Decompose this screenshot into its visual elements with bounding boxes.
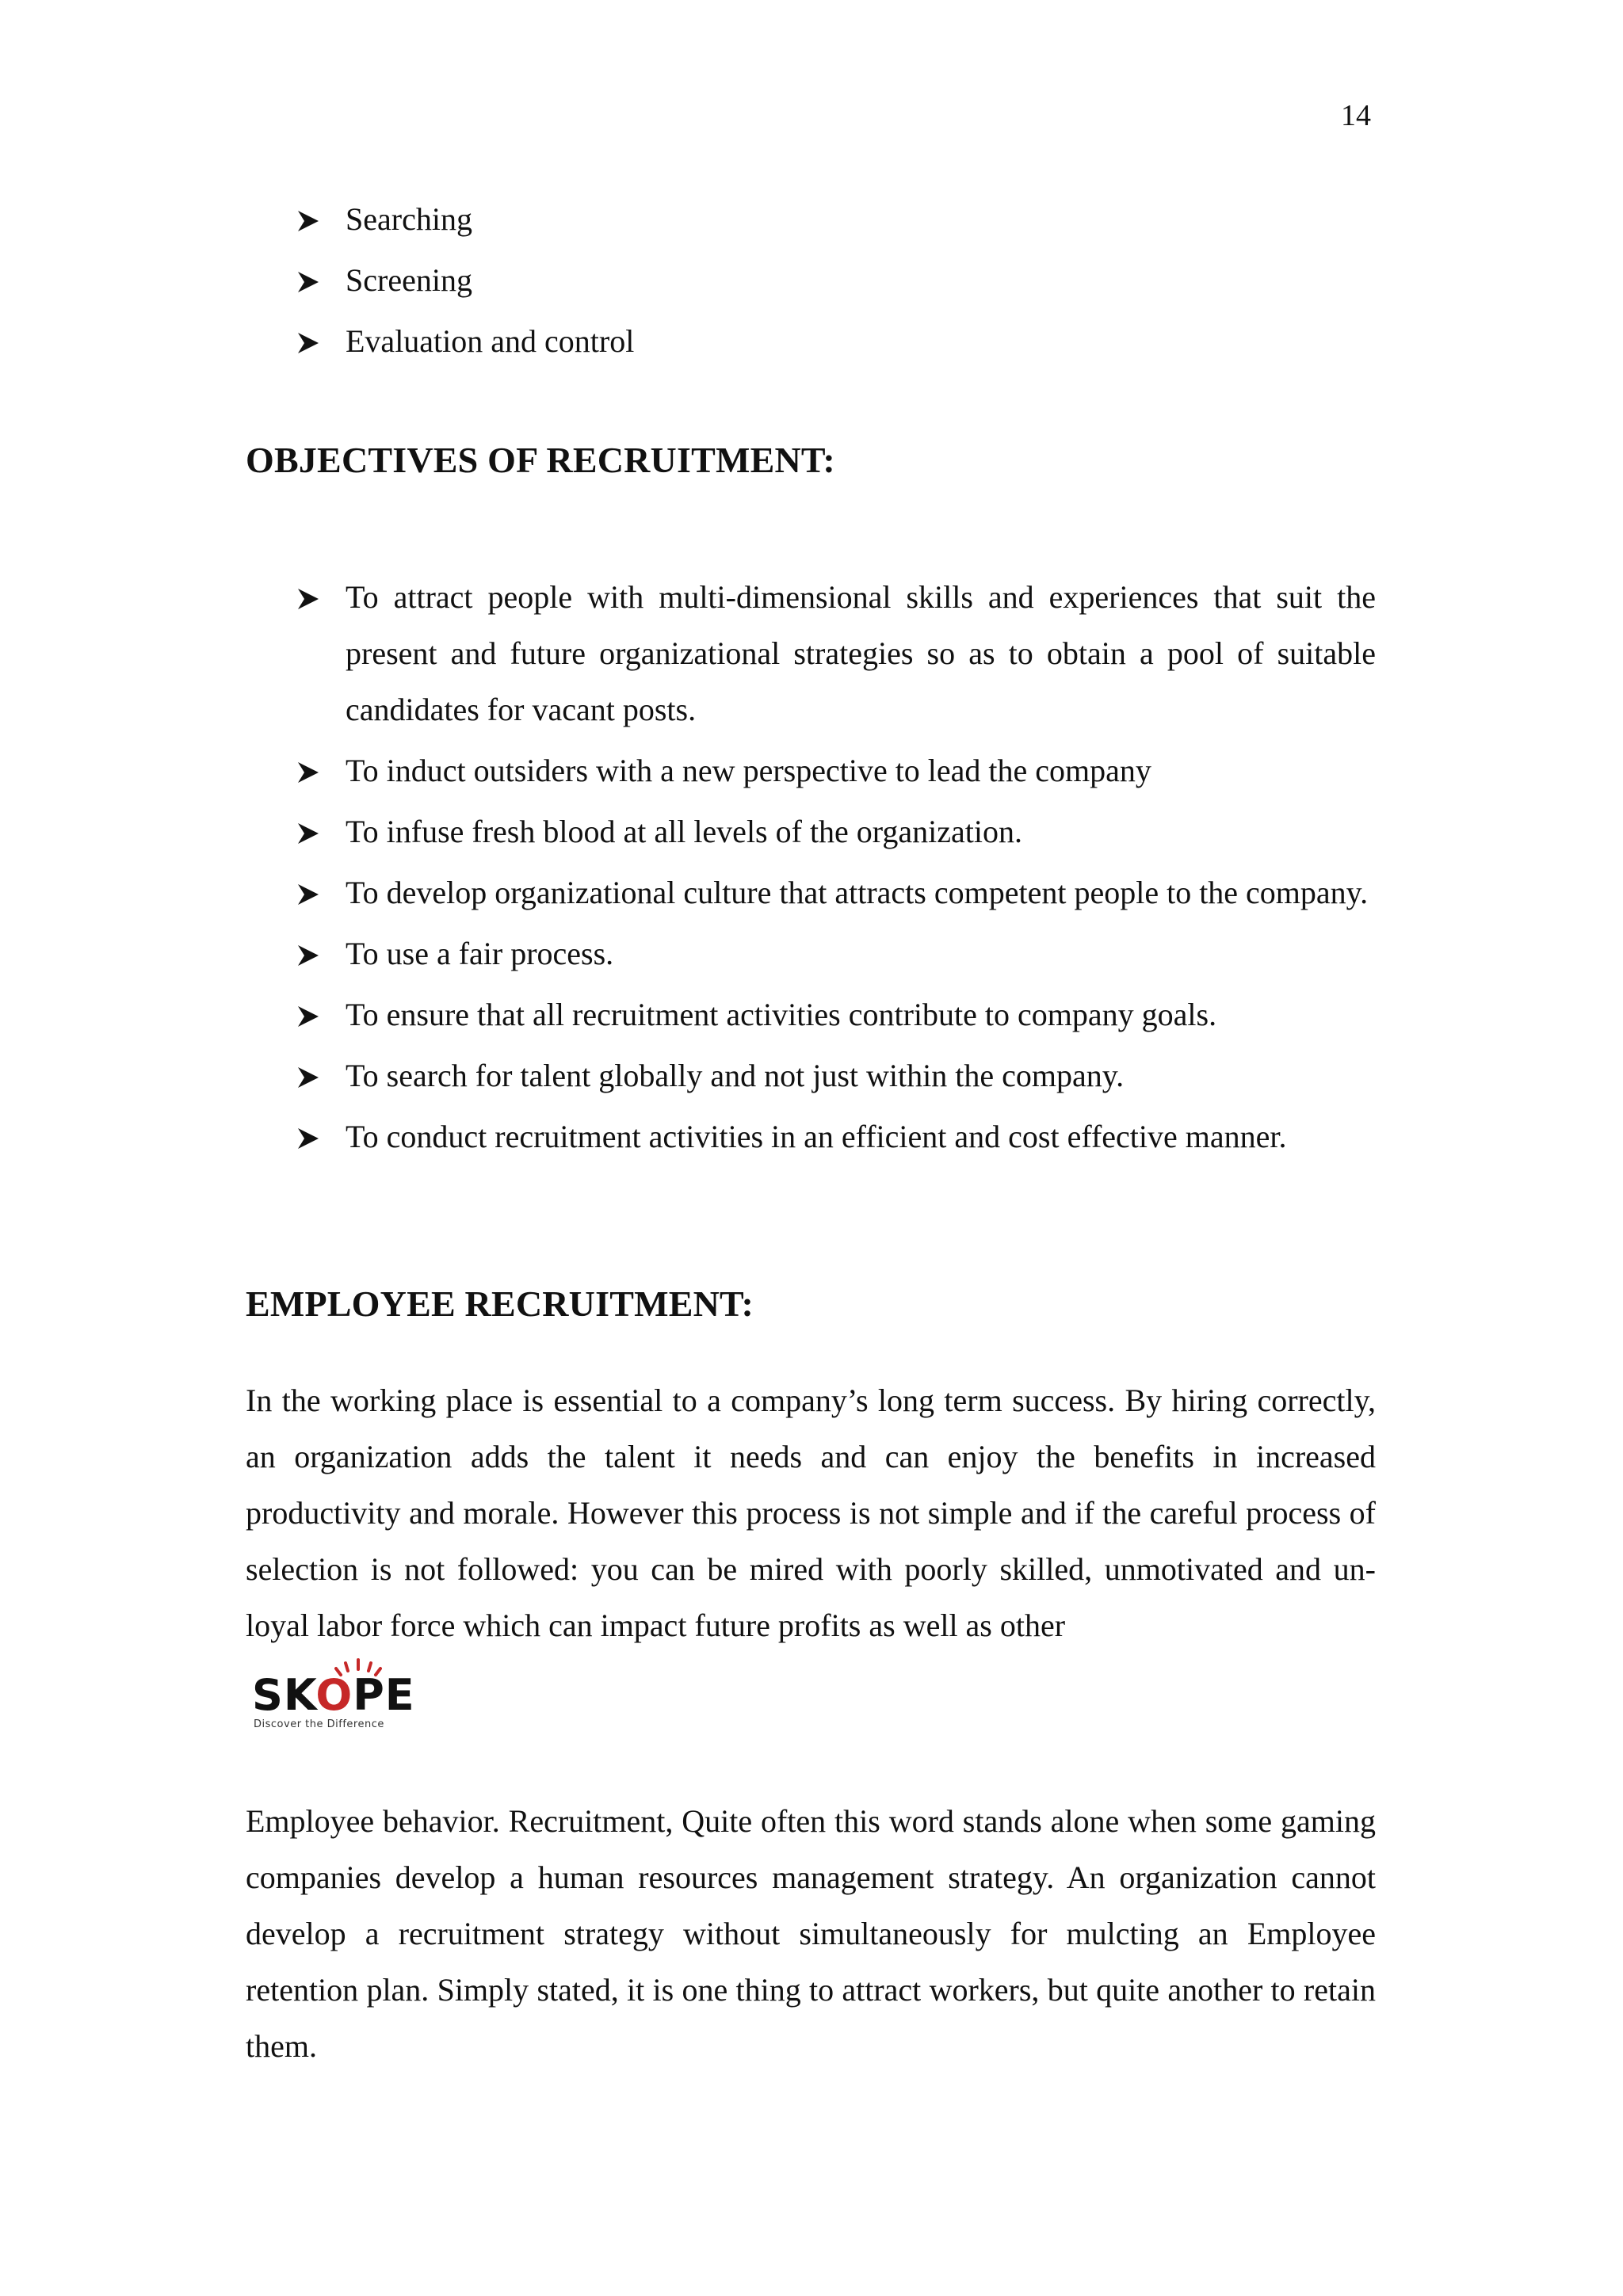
list-item bbox=[296, 259, 1374, 302]
objectives-list bbox=[296, 569, 1376, 1169]
list-item bbox=[296, 742, 1376, 799]
list-item-text: Evaluation and control bbox=[346, 323, 635, 359]
logo-text-end: PE bbox=[353, 1670, 415, 1720]
list-item-text: Searching bbox=[346, 201, 472, 237]
list-item bbox=[296, 198, 1374, 241]
arrowhead-bullet-icon bbox=[296, 940, 322, 971]
skope-logo bbox=[252, 1657, 450, 1729]
page-number: 14 bbox=[1341, 99, 1371, 132]
arrowhead-bullet-icon bbox=[296, 1123, 322, 1154]
arrowhead-bullet-icon bbox=[296, 327, 322, 359]
list-item bbox=[296, 1108, 1376, 1165]
list-item-text: To develop organizational culture that attracts competent people to the company. bbox=[346, 875, 1369, 910]
list-item-text: To search for talent globally and not just within the company. bbox=[346, 1058, 1125, 1093]
list-item bbox=[296, 925, 1376, 982]
process-steps-list bbox=[296, 198, 1374, 381]
logo-tagline: Discover the Difference bbox=[254, 1718, 384, 1730]
list-item-text: To use a fair process. bbox=[346, 936, 614, 971]
arrowhead-bullet-icon bbox=[296, 879, 322, 910]
list-item-text: To conduct recruitment activities in an efficient and cost effective manner. bbox=[346, 1119, 1287, 1154]
list-item bbox=[296, 864, 1376, 921]
logo-text-start: SK bbox=[252, 1670, 316, 1720]
arrowhead-bullet-icon bbox=[296, 757, 322, 788]
list-item-text: Screening bbox=[346, 262, 472, 298]
list-item-text: To infuse fresh blood at all levels of the organization. bbox=[346, 814, 1023, 849]
list-item bbox=[296, 1047, 1376, 1104]
list-item-text: To ensure that all recruitment activities contribute to company goals. bbox=[346, 997, 1217, 1032]
arrowhead-bullet-icon bbox=[296, 1001, 322, 1032]
list-item bbox=[296, 320, 1374, 363]
arrowhead-bullet-icon bbox=[296, 266, 322, 298]
arrowhead-bullet-icon bbox=[296, 205, 322, 237]
arrowhead-bullet-icon bbox=[296, 1062, 322, 1093]
list-item bbox=[296, 569, 1376, 738]
logo-text-o: O bbox=[315, 1670, 353, 1720]
list-item-text: To attract people with multi-dimensional skills and experiences that suit the present and future organizational strategies so as to obtain a pool of suitable candidates for vacant posts. bbox=[346, 579, 1376, 727]
arrowhead-bullet-icon bbox=[296, 818, 322, 849]
list-item bbox=[296, 803, 1376, 860]
body-paragraph: In the working place is essential to a company’s long term success. By hiring correctly, an organization adds the talent it needs and can enjoy the benefits in increased productivity and morale. However this process is not simple and if the careful process of selection is not followed: you can be mired with poorly skilled, unmotivated and un-loyal labor force which can impact future profits as well as other bbox=[246, 1383, 1376, 1643]
section-heading-employee-recruitment: EMPLOYEE RECRUITMENT: bbox=[246, 1283, 754, 1324]
list-item bbox=[296, 986, 1376, 1043]
list-item-text: To induct outsiders with a new perspective to lead the company bbox=[346, 753, 1151, 788]
arrowhead-bullet-icon bbox=[296, 583, 322, 615]
section-heading-objectives: OBJECTIVES OF RECRUITMENT: bbox=[246, 440, 835, 480]
logo-wordmark bbox=[252, 1672, 415, 1719]
body-paragraph: Employee behavior. Recruitment, Quite often this word stands alone when some gaming companies develop a human resources management strategy. An organization cannot develop a recruitment strategy without simultaneously for mulcting an Employee retention plan. Simply stated, it is one thing to attract workers, but quite another to retain them. bbox=[246, 1803, 1376, 2064]
